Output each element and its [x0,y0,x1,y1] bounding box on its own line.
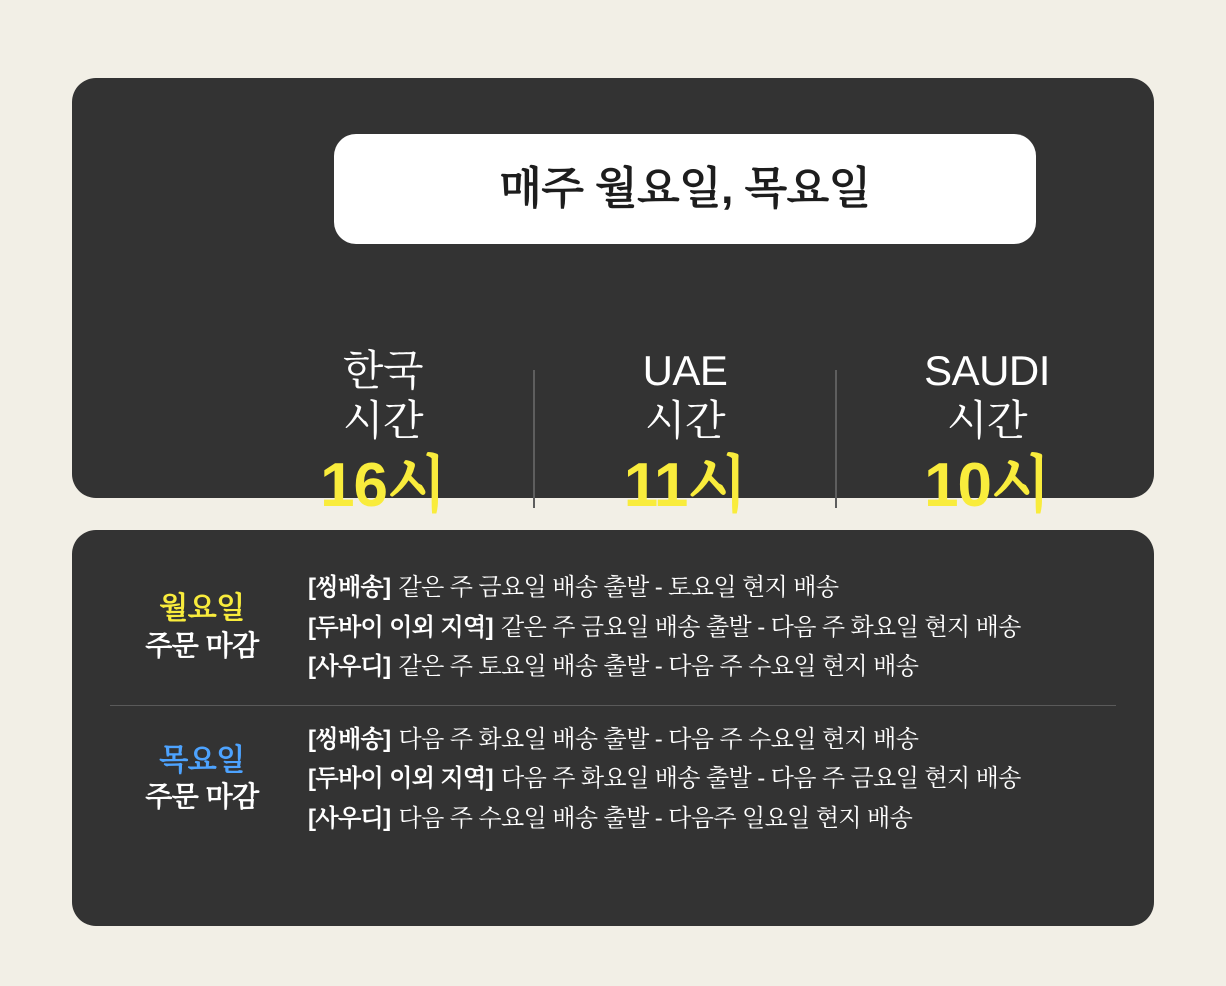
schedule-line-text: 다음 주 화요일 배송 출발 - 다음 주 금요일 현지 배송 [501,765,1021,793]
schedule-line-tag: [씽배송] [308,725,391,753]
delivery-schedule-card [72,530,1154,926]
timezone-name: SAUDI [924,347,1050,394]
timezone-item-korea [233,346,533,521]
schedule-title-pill [334,134,1036,244]
schedule-line-tag: [사우디] [308,653,391,681]
timezone-label: 시간 [342,396,424,444]
schedule-line [308,568,1124,608]
schedule-line-list [302,720,1124,839]
timezone-card [72,78,1154,521]
timezone-name: 한국 [342,347,424,394]
horizontal-divider [110,705,1116,706]
timezone-time: 10시 [924,451,1050,521]
schedule-line-tag: [두바이 이외 지역] [308,613,494,641]
schedule-row-monday [102,568,1124,687]
schedule-day: 월요일 [159,592,245,625]
schedule-line-tag: [사우디] [308,804,391,832]
schedule-line-text: 다음 주 화요일 배송 출발 - 다음 주 수요일 현지 배송 [398,725,919,753]
timezone-label: 시간 [946,396,1028,444]
schedule-row-label [102,568,302,664]
schedule-cutoff-label: 주문 마감 [145,781,259,813]
schedule-day: 목요일 [159,743,245,777]
schedule-line-text: 다음 주 수요일 배송 출발 - 다음주 일요일 현지 배송 [398,804,913,832]
schedule-cutoff-label: 주문 마감 [145,629,259,661]
schedule-line [308,720,1124,760]
schedule-line-text: 같은 주 토요일 배송 출발 - 다음 주 수요일 현지 배송 [398,653,919,681]
timezone-item-uae [535,346,835,521]
schedule-line-text: 같은 주 금요일 배송 출발 - 다음 주 화요일 현지 배송 [501,613,1021,641]
timezone-label: 시간 [644,396,726,444]
schedule-line [308,647,1124,687]
schedule-line [308,759,1124,799]
timezone-list [144,346,1226,546]
schedule-row-thursday [102,720,1124,839]
schedule-line-text: 같은 주 금요일 배송 출발 - 토요일 현지 배송 [398,574,839,601]
schedule-row-label [102,720,302,816]
schedule-line [308,608,1124,648]
timezone-item-saudi [837,346,1137,521]
schedule-line-tag: [씽배송] [308,574,391,601]
timezone-time: 16시 [320,451,446,521]
timezone-time: 11시 [623,451,747,521]
schedule-line-list [302,568,1124,687]
page-title: 매주 월요일, 목요일 [499,164,871,213]
schedule-line [308,799,1124,839]
timezone-name: UAE [642,347,728,394]
schedule-line-tag: [두바이 이외 지역] [308,765,494,793]
